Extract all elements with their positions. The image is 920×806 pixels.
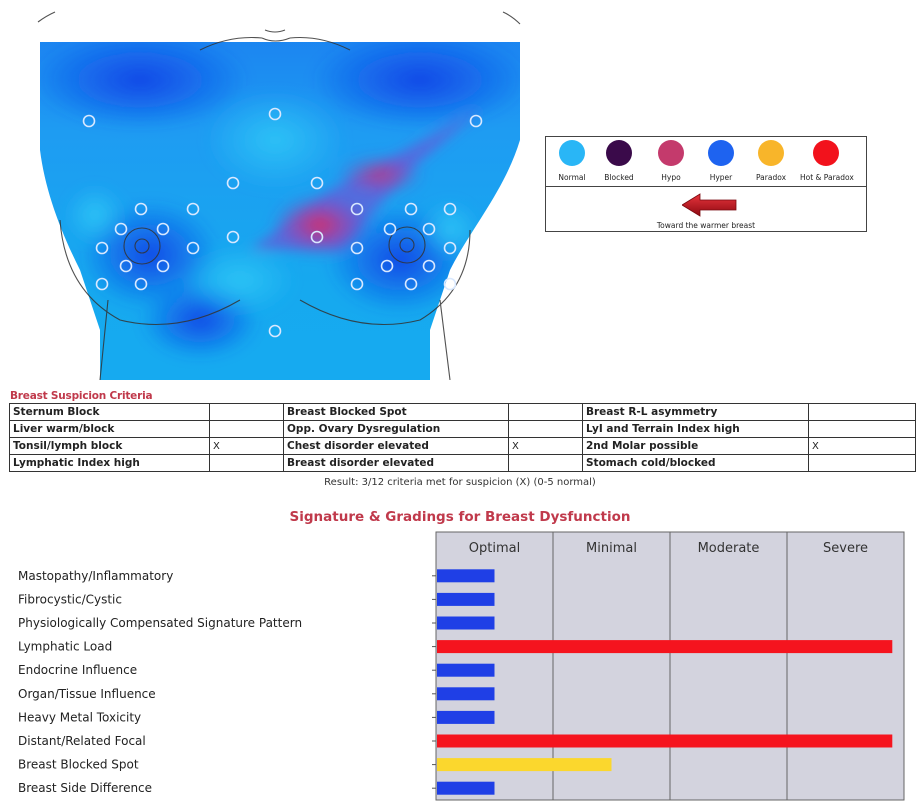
legend-hypo: Hypo (645, 140, 697, 182)
criteria-table (9, 403, 916, 472)
grading-bar (437, 664, 495, 677)
criteria-mark (210, 455, 284, 472)
row-label: Fibrocystic/Cystic (18, 592, 122, 607)
blocked-swatch (606, 140, 632, 166)
legend-normal: Normal (546, 140, 598, 182)
criteria-label: Tonsil/lymph block (10, 438, 210, 455)
legend-paradox: Paradox (745, 140, 797, 182)
criteria-label: Breast disorder elevated (284, 455, 509, 472)
criteria-label: Breast Blocked Spot (284, 404, 509, 421)
grading-bar (437, 569, 495, 582)
criteria-label: LyI and Terrain Index high (583, 421, 809, 438)
hypo-swatch (658, 140, 684, 166)
grading-bar (437, 758, 612, 771)
grading-chart (0, 530, 920, 804)
criteria-label: Stomach cold/blocked (583, 455, 809, 472)
arrow-caption: Toward the warmer breast (656, 221, 756, 230)
grading-bar (437, 617, 495, 630)
legend-hyper: Hyper (695, 140, 747, 182)
criteria-label: Breast R-L asymmetry (583, 404, 809, 421)
normal-swatch (559, 140, 585, 166)
color-legend (545, 136, 867, 232)
criteria-title: Breast Suspicion Criteria (10, 390, 153, 402)
legend-hot-paradox: Hot & Paradox (800, 140, 852, 182)
criteria-result: Result: 3/12 criteria met for suspicion (X) (0-5 normal) (324, 477, 596, 488)
row-label: Mastopathy/Inflammatory (18, 568, 174, 583)
row-label: Distant/Related Focal (18, 734, 146, 748)
row-label: Breast Blocked Spot (18, 757, 139, 772)
criteria-mark (809, 421, 916, 438)
criteria-label: Liver warm/block (10, 421, 210, 438)
row-label: Lymphatic Load (18, 639, 113, 654)
criteria-mark (809, 455, 916, 472)
criteria-mark: X (210, 438, 284, 455)
criteria-label: 2nd Molar possible (583, 438, 809, 455)
criteria-label: Chest disorder elevated (284, 438, 509, 455)
grading-bar (437, 782, 495, 795)
column-header: Moderate (697, 541, 760, 556)
table-row (10, 455, 916, 472)
criteria-label: Sternum Block (10, 404, 210, 421)
column-header: Severe (823, 541, 868, 556)
criteria-mark (509, 421, 583, 438)
paradox-swatch (758, 140, 784, 166)
criteria-label: Lymphatic Index high (10, 455, 210, 472)
row-label: Heavy Metal Toxicity (18, 710, 142, 725)
column-header: Minimal (586, 541, 637, 556)
row-label: Endocrine Influence (18, 663, 138, 678)
table-row (10, 438, 916, 455)
grading-bar (437, 640, 892, 653)
criteria-mark (509, 455, 583, 472)
row-label: Breast Side Difference (18, 781, 153, 796)
criteria-mark (210, 404, 284, 421)
column-header: Optimal (468, 541, 521, 556)
thermal-body-map (0, 0, 540, 380)
grading-bar (437, 735, 892, 748)
criteria-mark: X (809, 438, 916, 455)
table-row (10, 421, 916, 438)
criteria-label: Opp. Ovary Dysregulation (284, 421, 509, 438)
criteria-mark: X (509, 438, 583, 455)
legend-blocked: Blocked (593, 140, 645, 182)
hyper-swatch (708, 140, 734, 166)
row-label: Physiologically Compensated Signature Pattern (18, 616, 303, 630)
criteria-mark (210, 421, 284, 438)
criteria-mark (509, 404, 583, 421)
grading-title: Signature & Gradings for Breast Dysfunction (289, 509, 631, 525)
hot-paradox-swatch (813, 140, 839, 166)
grading-bar (437, 711, 495, 724)
criteria-mark (809, 404, 916, 421)
grading-bar (437, 593, 495, 606)
arrow-left-icon (682, 193, 738, 217)
table-row (10, 404, 916, 421)
row-label: Organ/Tissue Influence (18, 686, 156, 701)
grading-bar (437, 687, 495, 700)
